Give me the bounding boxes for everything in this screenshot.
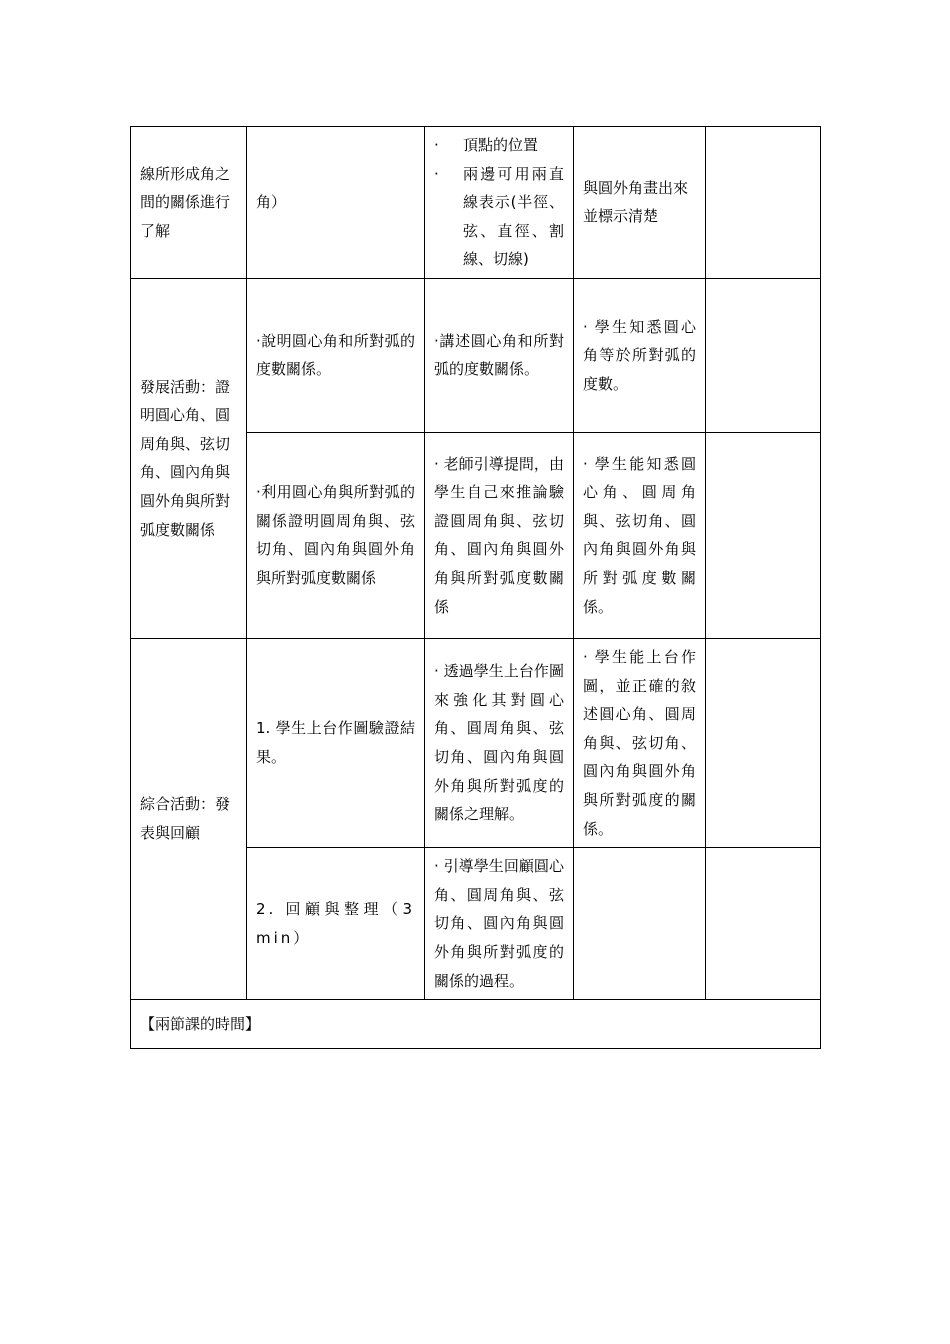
- notes-cell: [706, 278, 821, 432]
- method-cell: · 引導學生回顧圓心角、圓周角與、弦切角、圓內角與圓外角與所對弧度的關係的過程。: [425, 848, 574, 1000]
- activity-cell: 綜合活動：發表與回顧: [131, 638, 247, 999]
- activity-cell: 線所形成角之間的關係進行了解: [131, 127, 247, 279]
- method-cell: ·講述圓心角和所對弧的度數關係。: [425, 278, 574, 432]
- bullet-text: 兩邊可用兩直線表示(半徑、弦、直徑、割線、切線): [463, 164, 564, 269]
- bullet-dot: ·: [434, 136, 439, 154]
- method-cell: · 老師引導提問，由學生自己來推論驗證圓周角與、弦切角、圓內角與圓外角與所對弧度數關係: [425, 432, 574, 638]
- table-row: [131, 638, 821, 847]
- bullet-list: [434, 131, 564, 274]
- method-cell: [425, 127, 574, 279]
- assessment-cell: · 學生知悉圓心角等於所對弧的度數。: [574, 278, 706, 432]
- notes-cell: [706, 638, 821, 847]
- footer-cell: 【兩節課的時間】: [131, 1000, 821, 1049]
- table-row: [131, 278, 821, 432]
- list-item: [434, 131, 564, 160]
- lesson-plan-table: [130, 126, 821, 1049]
- bullet-text: 頂點的位置: [463, 136, 539, 154]
- content-cell: 1. 學生上台作圖驗證結果。: [247, 638, 425, 847]
- activity-cell: 發展活動：證明圓心角、圓周角與、弦切角、圓內角與圓外角與所對弧度數關係: [131, 278, 247, 638]
- assessment-cell: · 學生能上台作圖，並正確的敘述圓心角、圓周角與、弦切角、圓內角與圓外角與所對弧度的關係。: [574, 638, 706, 847]
- assessment-cell: 與圓外角畫出來並標示清楚: [574, 127, 706, 279]
- content-cell: ·說明圓心角和所對弧的度數關係。: [247, 278, 425, 432]
- content-cell: 角）: [247, 127, 425, 279]
- notes-cell: [706, 432, 821, 638]
- content-cell: ·利用圓心角與所對弧的關係證明圓周角與、弦切角、圓內角與圓外角與所對弧度數關係: [247, 432, 425, 638]
- content-cell: 2. 回顧與整理（3 min）: [247, 848, 425, 1000]
- bullet-dot: ·: [434, 164, 439, 183]
- list-item: [434, 160, 564, 274]
- assessment-cell: [574, 848, 706, 1000]
- notes-cell: [706, 848, 821, 1000]
- table-row: [131, 1000, 821, 1049]
- table-row: [131, 127, 821, 279]
- assessment-cell: · 學生能知悉圓心角、圓周角與、弦切角、圓內角與圓外角與所對弧度數關係。: [574, 432, 706, 638]
- notes-cell: [706, 127, 821, 279]
- method-cell: · 透過學生上台作圖來強化其對圓心角、圓周角與、弦切角、圓內角與圓外角與所對弧度的關係之理解。: [425, 638, 574, 847]
